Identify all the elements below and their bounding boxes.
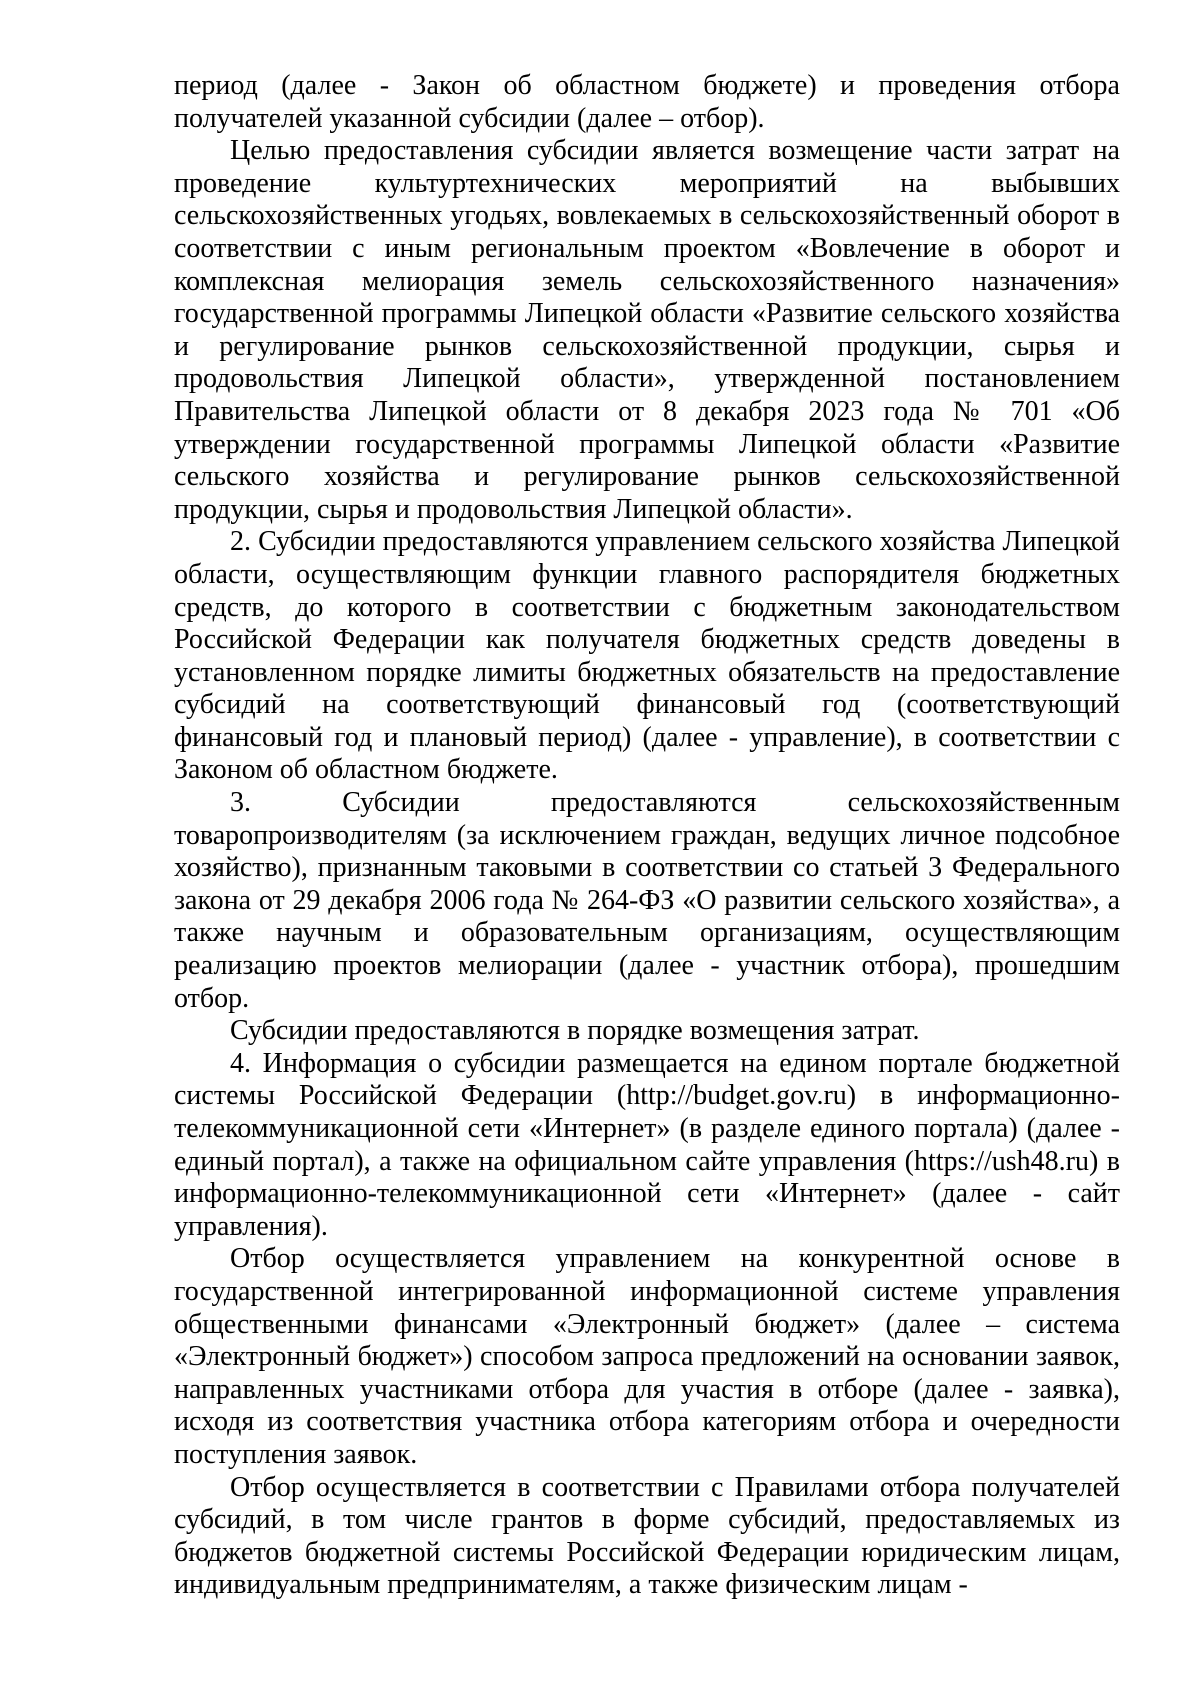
paragraph-item-3: 3. Субсидии предоставляются сельскохозяйственным товаропроизводителям (за исключением граждан, ведущих личное подсобное хозяйство), признанным таковыми в соответствии со статьей 3 Федерального закона от 29 декабря 2006 года № 264-ФЗ «О развитии сельского хозяйства», а также научным и образовательным организациям, осуществляющим реализацию проектов мелиорации (далее - участник отбора), прошедшим отбор.: [174, 787, 1120, 1014]
paragraph-reimbursement: Субсидии предоставляются в порядке возмещения затрат.: [230, 1015, 920, 1047]
paragraph-item-4: 4. Информация о субсидии размещается на едином портале бюджетной системы Российской Федерации (http://budget.gov.ru) в информационно-телекоммуникационной сети «Интернет» (в разделе единого портала) (далее - единый портал), а также на официальном сайте управления (https://ush48.ru) в информационно-телекоммуникационной сети «Интернет» (далее - сайт управления).: [174, 1047, 1120, 1242]
document-page: [174, 70, 1120, 1602]
paragraph-selection-rules: Отбор осуществляется в соответствии с Правилами отбора получателей субсидий, в том числе грантов в форме субсидий, предоставляемых из бюджетов бюджетной системы Российской Федерации юридическим лицам, индивидуальным предпринимателям, а также физическим лицам -: [174, 1471, 1120, 1601]
paragraph-subsidy-purpose: Целью предоставления субсидии является возмещение части затрат на проведение культуртехнических мероприятий на выбывших сельскохозяйственных угодьях, вовлекаемых в сельскохозяйственный оборот в соответствии с иным региональным проектом «Вовлечение в оборот и комплексная мелиорация земель сельскохозяйственного назначения» государственной программы Липецкой области «Развитие сельского хозяйства и регулирование рынков сельскохозяйственной продукции, сырья и продовольствия Липецкой области», утвержденной постановлением Правительства Липецкой области от 8 декабря 2023 года № 701 «Об утверждении государственной программы Липецкой области «Развитие сельского хозяйства и регулирование рынков сельскохозяйственной продукции, сырья и продовольствия Липецкой области».: [174, 135, 1120, 525]
paragraph-continuation: период (далее - Закон об областном бюджете) и проведения отбора получателей указанной субсидии (далее – отбор).: [174, 70, 1120, 134]
paragraph-selection-procedure: Отбор осуществляется управлением на конкурентной основе в государственной интегрированной информационной системе управления общественными финансами «Электронный бюджет» (далее – система «Электронный бюджет») способом запроса предложений на основании заявок, направленных участниками отбора для участия в отборе (далее - заявка), исходя из соответствия участника отбора категориям отбора и очередности поступления заявок.: [174, 1243, 1120, 1470]
paragraph-item-2: 2. Субсидии предоставляются управлением сельского хозяйства Липецкой области, осуществляющим функции главного распорядителя бюджетных средств, до которого в соответствии с бюджетным законодательством Российской Федерации как получателя бюджетных средств доведены в установленном порядке лимиты бюджетных обязательств на предоставление субсидий на соответствующий финансовый год (соответствующий финансовый год и плановый период) (далее - управление), в соответствии с Законом об областном бюджете.: [174, 526, 1120, 786]
